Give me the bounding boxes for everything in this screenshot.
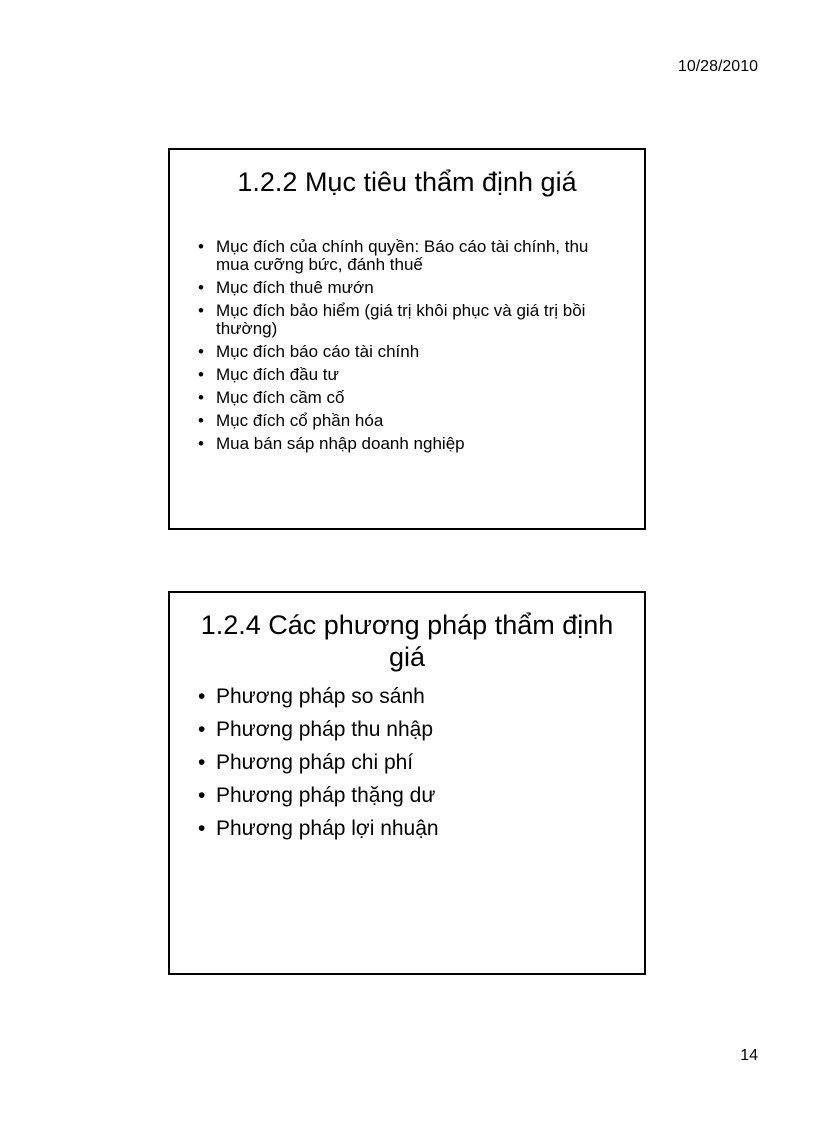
bullet-item xyxy=(198,302,614,338)
bullet-item xyxy=(198,784,614,808)
bullet-list xyxy=(170,238,644,453)
bullet-text: Phương pháp chi phí xyxy=(216,751,414,774)
slide-methods xyxy=(168,591,646,975)
bullet-icon: • xyxy=(198,784,206,807)
bullet-item xyxy=(198,279,614,297)
bullet-item xyxy=(198,435,614,453)
bullet-text: Mục đích báo cáo tài chính xyxy=(216,342,420,361)
bullet-list xyxy=(170,685,644,841)
bullet-text: Mục đích cổ phần hóa xyxy=(216,411,384,430)
bullet-item xyxy=(198,817,614,841)
bullet-icon: • xyxy=(198,718,206,741)
bullet-text: Mục đích cầm cố xyxy=(216,388,345,407)
bullet-icon: • xyxy=(198,237,204,256)
page-date: 10/28/2010 xyxy=(677,58,758,75)
bullet-icon: • xyxy=(198,342,204,361)
bullet-icon: • xyxy=(198,388,204,407)
page-number: 14 xyxy=(740,1047,758,1064)
bullet-text: Phương pháp thu nhập xyxy=(216,718,434,741)
bullet-item xyxy=(198,366,614,384)
bullet-text: Mục đích đầu tư xyxy=(216,365,339,384)
bullet-icon: • xyxy=(198,751,206,774)
bullet-text: Phương pháp lợi nhuận xyxy=(216,817,439,840)
bullet-icon: • xyxy=(198,685,206,708)
bullet-icon: • xyxy=(198,434,204,453)
slide-title: 1.2.2 Mục tiêu thẩm định giá xyxy=(237,167,577,197)
slide-objectives xyxy=(168,148,646,530)
bullet-text: Mua bán sáp nhập doanh nghiệp xyxy=(216,434,465,453)
bullet-item xyxy=(198,412,614,430)
bullet-text: Phương pháp so sánh xyxy=(216,685,425,708)
bullet-text: Mục đích bảo hiểm (giá trị khôi phục và giá trị bồi thường) xyxy=(216,301,586,338)
bullet-item xyxy=(198,238,614,274)
bullet-item xyxy=(198,343,614,361)
bullet-icon: • xyxy=(198,817,206,840)
bullet-text: Mục đích của chính quyền: Báo cáo tài chính, thu mua cưỡng bức, đánh thuế xyxy=(216,237,589,274)
bullet-item xyxy=(198,685,614,709)
bullet-icon: • xyxy=(198,365,204,384)
bullet-text: Phương pháp thặng dư xyxy=(216,784,436,807)
bullet-item xyxy=(198,389,614,407)
bullet-text: Mục đích thuê mướn xyxy=(216,278,374,297)
bullet-item xyxy=(198,718,614,742)
bullet-icon: • xyxy=(198,278,204,297)
bullet-item xyxy=(198,751,614,775)
bullet-icon: • xyxy=(198,301,204,320)
bullet-icon: • xyxy=(198,411,204,430)
slide-title: 1.2.4 Các phương pháp thẩm định giá xyxy=(200,610,614,672)
